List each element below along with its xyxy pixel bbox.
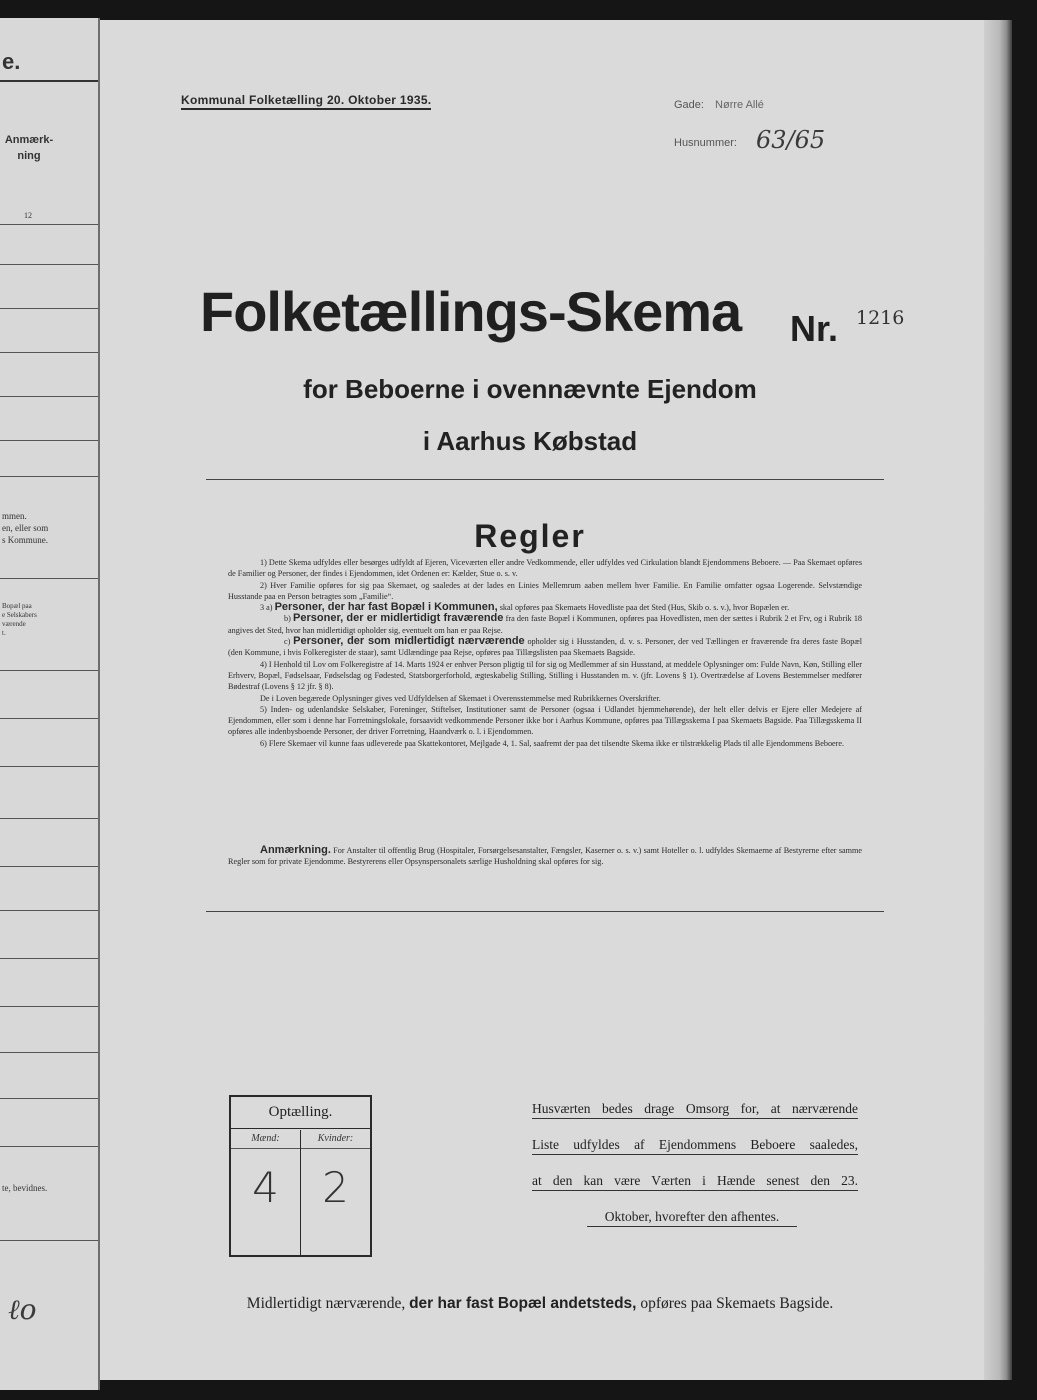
- street-value: Nørre Allé: [715, 99, 764, 111]
- house-number-label: Husnummer:: [674, 137, 737, 149]
- prev-page-fragment: te, bevidnes.: [2, 1183, 48, 1193]
- rule-1: 1) Dette Skema udfyldes eller besørges udfyldt af Ejeren, Viceværten eller andre Vedkommende, eller udfyldes ved Cirkulation blandt Ejendommens Beboere. — Paa Skemaet opføres de Familier og Personer, der findes i Ejendommen, idet Ordenen er: Kælder, Stue o. s. v.: [228, 558, 862, 579]
- divider-bottom: [206, 911, 884, 912]
- rule-3a: 3 a) Personer, der har fast Bopæl i Kommunen, skal opføres paa Skemaets Hovedliste paa det Sted (Hus, Skib o. s. v.), hvor Bopælen er.: [260, 601, 790, 614]
- house-number-row: [674, 137, 737, 149]
- rule-2: 2) Hver Familie opføres for sig paa Skemaet, og saaledes at der lades en Linies Mellemrum aaben mellem hver Familie. En Familie omfatter ogsaa Logerende. Selvstændige Husstande paa en Person betragtes som „Familie“.: [228, 580, 862, 601]
- prev-page-fragment: Bopæl paa: [2, 602, 32, 610]
- form-number-label: Nr.: [790, 308, 839, 349]
- remark-label: Anmærkning.: [260, 844, 331, 856]
- census-form-page: [100, 20, 1012, 1380]
- rule-6: 6) Flere Skemaer vil kunne faas udleverede paa Skattekontoret, Mejlgade 4, 1. Sal, saafremt der paa det tilsendte Skema ikke er tilstrækkelig Plads til alle Ejendommens Beboere.: [260, 738, 845, 748]
- landlord-note-line: Oktober, hvorefter den afhentes.: [587, 1208, 797, 1227]
- rule-4b: De i Loven begærede Oplysninger gives ved Udfyldelsen af Skemaet i Overensstemmelse med Rubrikkernes Overskrifter.: [260, 693, 661, 703]
- remark-paragraph: [228, 845, 862, 868]
- footer-note: Midlertidigt nærværende, der har fast Bopæl andetsteds, opføres paa Skemaets Bagside.: [246, 1295, 834, 1312]
- remark-text: For Anstalter til offentlig Brug (Hospitaler, Forsørgelsesanstalter, Fængsler, Kaserner o. s. v.) samt Hoteller o. l. udfyldes Skemaerne af Bestyrerne efter samme Regler som for private Ejendomme. Bestyrerens eller Opsynspersonalets særlige Husholdning skal opføres for sig.: [228, 846, 863, 867]
- men-count: 4: [252, 1163, 279, 1212]
- street-row: [674, 99, 764, 111]
- form-location: i Aarhus Købstad: [422, 426, 638, 456]
- women-count: 2: [322, 1163, 349, 1212]
- prev-page-fragment: e.: [2, 49, 21, 74]
- page-binding-edge: [984, 20, 1012, 1380]
- rule-4: 4) I Henhold til Lov om Folkeregistre af 14. Marts 1924 er enhver Person pligtig til for sig og Medlemmer af sin Husstand, at meddele Oplysninger om: Fulde Navn, Køn, Stilling eller Erhverv, Bopæl, Fødselsaar, Fødselsdag og Fødested, Statsborgerforhold, ægteskabelig Stilling, Stilling i Husstanden m. v. (jfr. Lovens § 1). Overtrædelse af Lovens Bestemmelser medfører Bødestraf (Lovens § 12 jfr. § 8).: [228, 659, 862, 692]
- tally-box: [229, 1095, 372, 1257]
- form-title: Folketællings-Skema: [200, 280, 742, 343]
- prev-page-fragment: værende: [2, 620, 26, 628]
- form-subtitle: for Beboerne i ovennævnte Ejendom: [303, 374, 757, 404]
- tally-title: Optælling.: [231, 1097, 370, 1129]
- prev-page-fragment: 12: [24, 211, 32, 220]
- women-label: Kvinder:: [301, 1130, 370, 1149]
- prev-page-signature: ℓo: [8, 1293, 37, 1326]
- census-date-line: Kommunal Folketælling 20. Oktober 1935.: [181, 93, 431, 110]
- prev-page-fragment: s Kommune.: [2, 535, 48, 545]
- men-column: [231, 1130, 301, 1255]
- landlord-note-line: Liste udfyldes af Ejendommens Beboere saaledes,: [532, 1136, 858, 1155]
- men-label: Mænd:: [231, 1130, 300, 1149]
- house-number-value: 63/65: [756, 126, 826, 154]
- landlord-note-line: Husværten bedes drage Omsorg for, at nærværende: [532, 1100, 858, 1119]
- prev-page-fragment: en, eller som: [2, 523, 49, 533]
- prev-page-fragment: Anmærk-: [4, 134, 54, 146]
- landlord-note: [532, 1100, 858, 1244]
- prev-page-fragment: ning: [17, 150, 41, 162]
- rule-3c: c) Personer, der som midlertidigt nærværende opholder sig i Husstanden, d. v. s. Personer, der ved Tællingen er fraværende fra deres faste Bopæl (den Kommune, i hvis Folkeregister de staar), samt Udlændinge paa Rejse, opføres paa Tillægslisten paa Skemaets Bagside.: [228, 635, 863, 658]
- rules-text: [228, 557, 862, 749]
- street-label: Gade:: [674, 99, 704, 111]
- landlord-note-line: at den kan være Værten i Hænde senest den 23.: [532, 1172, 858, 1191]
- previous-page-edge: [0, 18, 100, 1390]
- women-column: [301, 1130, 370, 1255]
- rule-5: 5) Inden- og udenlandske Selskaber, Foreninger, Stiftelser, Institutioner samt de Personer (ogsaa i Udlandet hjemmehørende), der helt eller delvis er Ejere eller Medejere af Ejendommen, eller som i denne har Forretningslokale, forsaavidt vedkommende Personer ikke bor i Aarhus Kommune, opføres paa Tillægsskema I paa Skemaets Bagside. Paa Tillægsskema II opføres alle indenbysboende Personer, der driver Forretning, Haandværk o. l. i Ejendommen.: [228, 704, 862, 737]
- divider-top: [206, 479, 884, 480]
- prev-page-fragment: e Selskabers: [2, 611, 37, 619]
- rule-3b: b) Personer, der er midlertidigt fraværende fra den faste Bopæl i Kommunen, opføres paa Hovedlisten, men der sættes i Rubrik 2 et Frv, og i Rubrik 18 angives det Sted, hvor han midlertidigt opholder sig, eventuelt om han er paa Rejse.: [228, 612, 863, 635]
- form-number-value: 1216: [856, 307, 905, 329]
- prev-page-fragment: t.: [2, 629, 6, 637]
- rules-heading: Regler: [474, 518, 586, 554]
- prev-page-fragment: mmen.: [2, 511, 27, 521]
